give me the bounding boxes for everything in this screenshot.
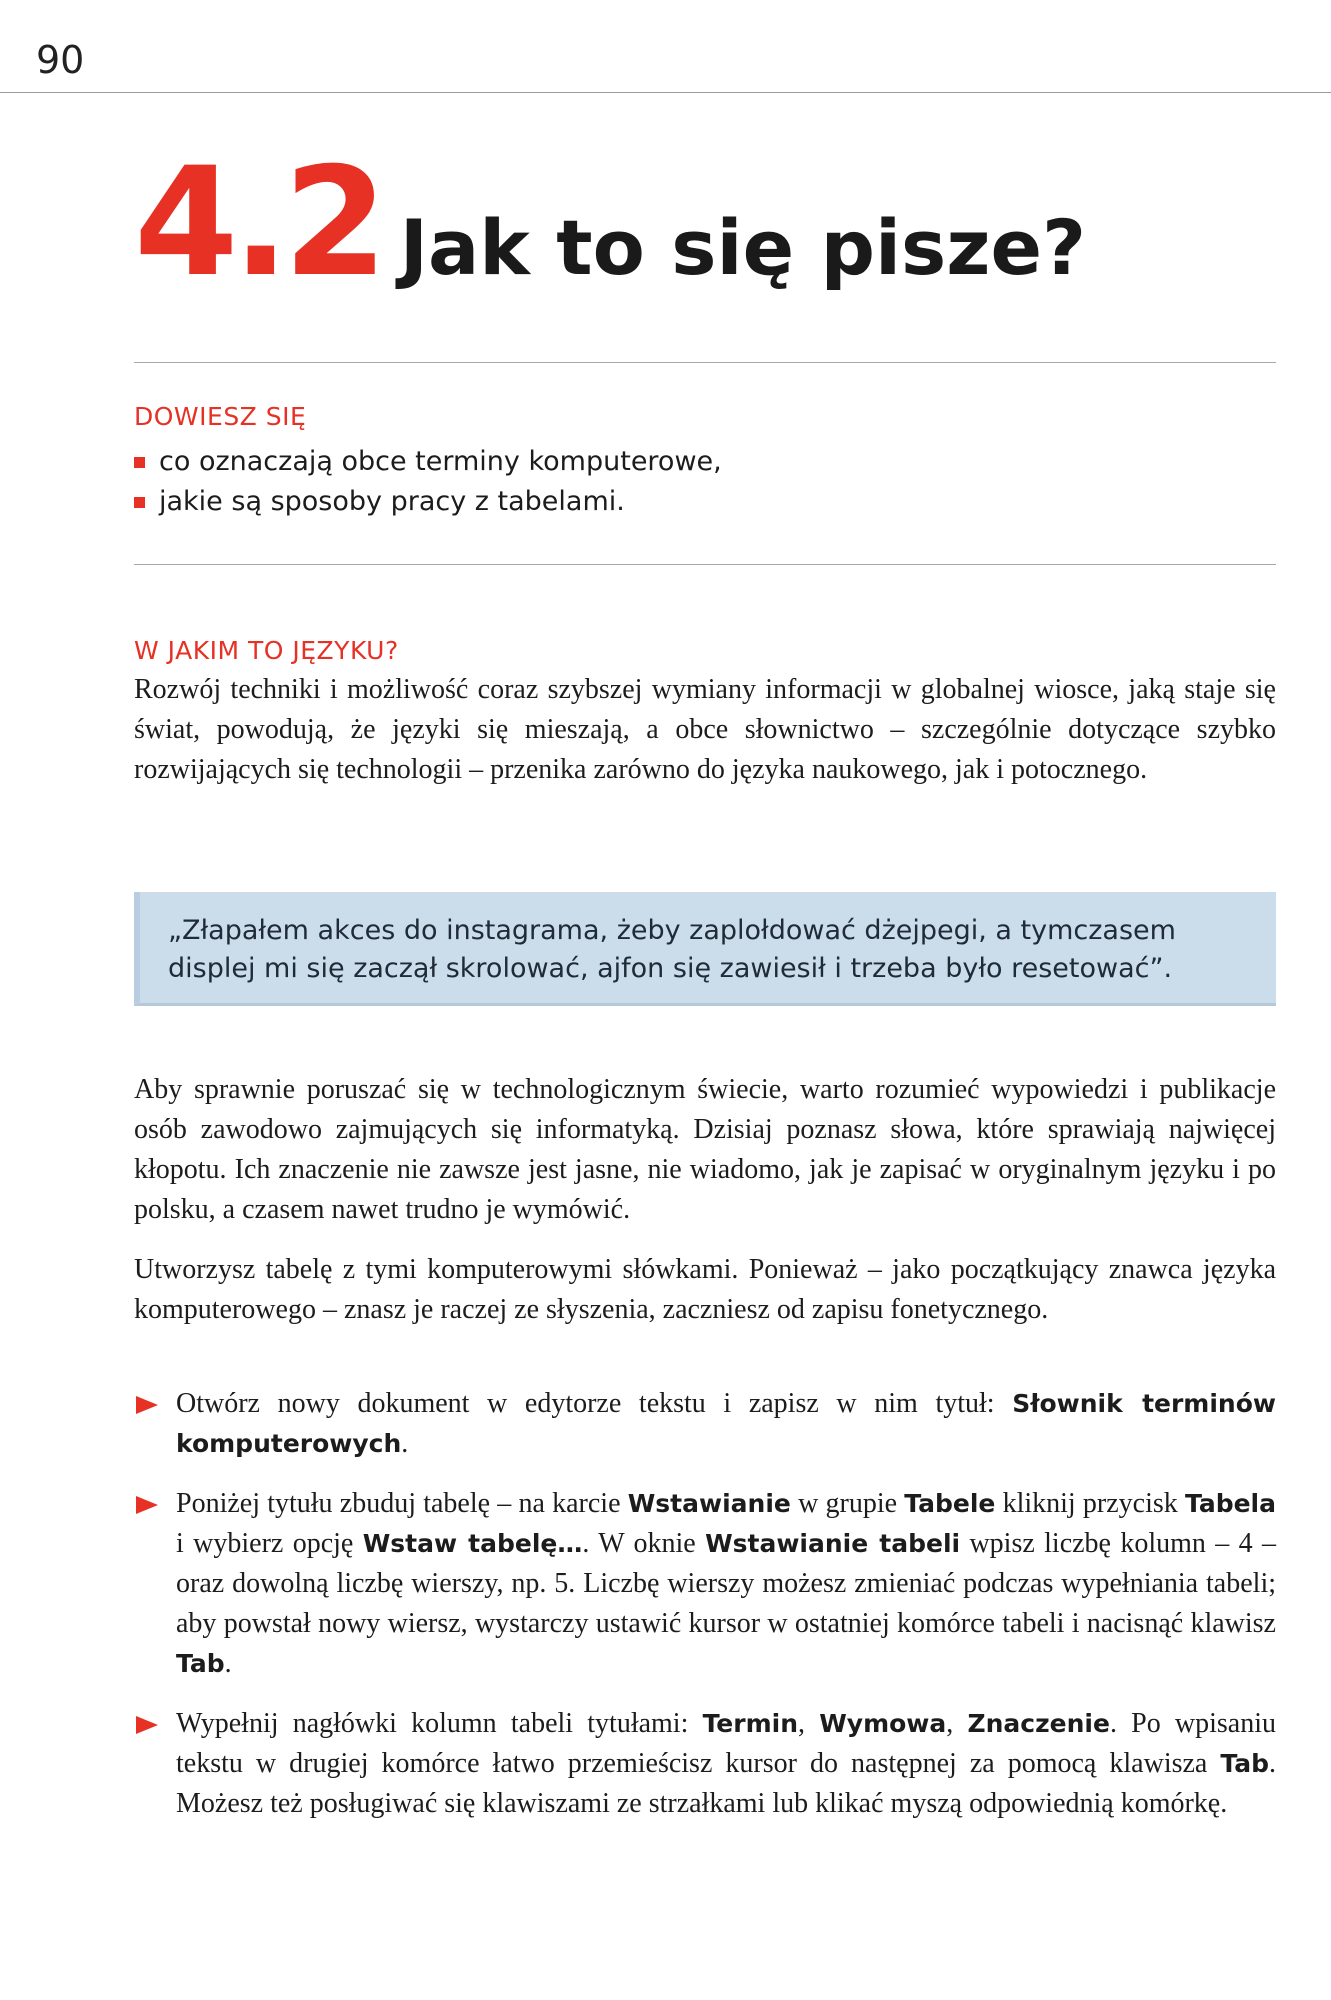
list-item xyxy=(134,1484,1276,1684)
step-keyword: Słownik terminów komputerowych xyxy=(176,1389,1276,1458)
quote-box xyxy=(134,892,1276,1006)
learn-item-text: jakie są sposoby pracy z tabelami. xyxy=(159,486,625,517)
step-text: . Po wpisaniu tekstu w drugiej komórce łatwo przemieścisz kursor do następnej za pomocą klawisza xyxy=(176,1708,1277,1779)
language-label: W JAKIM TO JĘZYKU? xyxy=(134,636,399,665)
step-keyword: Znaczenie xyxy=(967,1709,1110,1738)
step-text: . Możesz też posługiwać się klawiszami ze strzałkami lub klikać myszą odpowiednią komórkę. xyxy=(176,1748,1276,1819)
learn-item-text: co oznaczają obce terminy komputerowe, xyxy=(159,446,722,477)
divider xyxy=(134,564,1276,565)
section-heading xyxy=(134,136,1087,310)
triangle-bullet-icon xyxy=(136,1716,158,1734)
quote-text: „Złapałem akces do instagrama, żeby zaplołdować dżejpegi, a tymczasem displej mi się zaczął skrolować, ajfon się zawiesił i trzeba było resetować”. xyxy=(168,915,1176,984)
step-text: Otwórz nowy dokument w edytorze tekstu i zapisz w nim tytuł: xyxy=(176,1388,1013,1419)
step-text: wpisz liczbę kolumn – 4 – oraz dowolną liczbę wierszy, np. 5. Liczbę wierszy możesz zmieniać podczas wypełniania tabeli; aby powstał nowy wiersz, wystarczy ustawić kursor w ostatniej komórce tabeli i nacisnąć klawisz xyxy=(176,1528,1276,1639)
step-text: Poniżej tytułu zbuduj tabelę – na karcie xyxy=(176,1488,628,1519)
step-text: . W oknie xyxy=(582,1528,706,1559)
step-keyword: Tab xyxy=(1220,1749,1269,1778)
bullet-square-icon xyxy=(134,497,145,508)
divider xyxy=(134,362,1276,363)
body-paragraph: Utworzysz tabelę z tymi komputerowymi słówkami. Ponieważ – jako początkujący znawca języka komputerowego – znasz je raczej ze słyszenia, zaczniesz od zapisu fonetycznego. xyxy=(134,1254,1276,1325)
step-keyword: Wstawianie tabeli xyxy=(705,1529,961,1558)
step-keyword: Tabela xyxy=(1185,1489,1276,1518)
step-text: w grupie xyxy=(790,1488,905,1519)
section-number: 4.2 xyxy=(134,136,382,310)
list-item xyxy=(134,442,722,482)
step-keyword: Wymowa xyxy=(819,1709,947,1738)
learn-list xyxy=(134,442,722,522)
header-rule xyxy=(0,92,1331,93)
step-text: kliknij przycisk xyxy=(995,1488,1185,1519)
body-paragraph: Aby sprawnie poruszać się w technologicznym świecie, warto rozumieć wypowiedzi i publikacje osób zawodowo zajmujących się informatyką. Dzisiaj poznasz słowa, które sprawiają najwięcej kłopotu. Ich znaczenie nie zawsze jest jasne, nie wiadomo, jak je zapisać w oryginalnym języku i po polsku, a czasem nawet trudno je wymówić. xyxy=(134,1074,1276,1225)
step-text: , xyxy=(798,1708,820,1739)
triangle-bullet-icon xyxy=(136,1396,158,1414)
section-title: Jak to się pisze? xyxy=(399,203,1087,292)
steps-list xyxy=(134,1384,1276,1844)
intro-paragraph: Rozwój techniki i możliwość coraz szybszej wymiany informacji w globalnej wiosce, jaką staje się świat, powodują, że języki się mieszają, a obce słownictwo – szczególnie dotyczące szybko rozwijających się technologii – przenika zarówno do języka naukowego, jak i potocznego. xyxy=(134,674,1276,785)
page-number: 90 xyxy=(36,38,85,82)
list-item xyxy=(134,482,722,522)
learn-label: DOWIESZ SIĘ xyxy=(134,402,307,431)
bullet-square-icon xyxy=(134,457,145,468)
step-keyword: Wstawianie xyxy=(627,1489,791,1518)
triangle-bullet-icon xyxy=(136,1496,158,1514)
step-keyword: Tab xyxy=(176,1649,225,1678)
step-keyword: Wstaw tabelę… xyxy=(362,1529,583,1558)
step-text: i wybierz opcję xyxy=(176,1528,363,1559)
list-item xyxy=(134,1384,1276,1464)
step-text: Wypełnij nagłówki kolumn tabeli tytułami: xyxy=(176,1708,703,1739)
step-text: , xyxy=(946,1708,968,1739)
step-keyword: Tabele xyxy=(904,1489,996,1518)
step-text: . xyxy=(224,1648,232,1679)
step-text: . xyxy=(401,1428,409,1459)
step-keyword: Termin xyxy=(702,1709,798,1738)
list-item xyxy=(134,1704,1276,1824)
